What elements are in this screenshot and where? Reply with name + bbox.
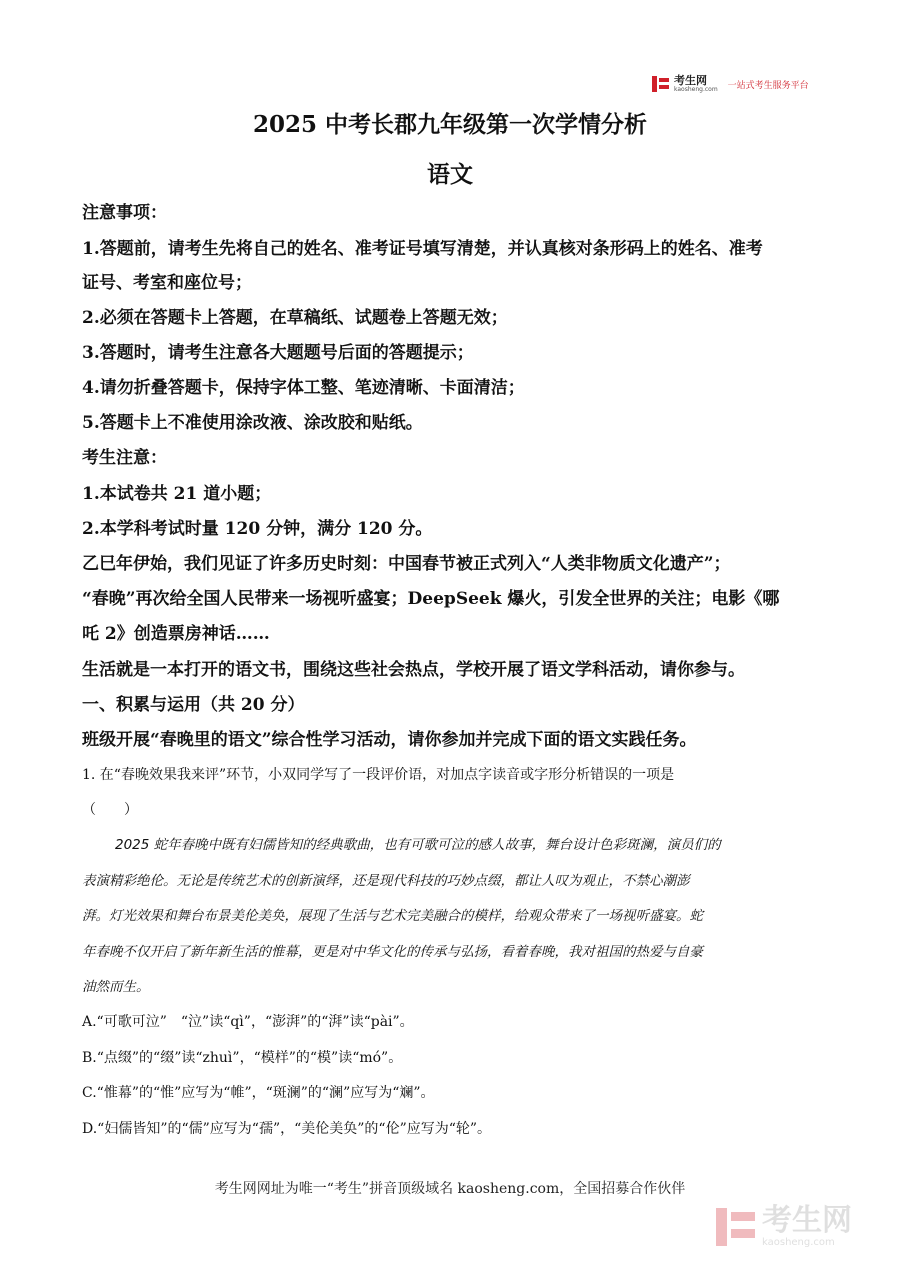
kaosheng-logo-icon xyxy=(652,74,670,94)
option-a: A.“可歌可泣” “泣”读“qì”，“澎湃”的“湃”读“pài”。 xyxy=(82,1014,414,1030)
exam-title: 2025 中考长郡九年级第一次学情分析 xyxy=(252,111,648,138)
watermark-logo-icon xyxy=(716,1204,756,1250)
notice-line: 4.请勿折叠答题卡，保持字体工整、笔迹清晰、卡面清洁； xyxy=(82,378,525,398)
candidate-note: 2.本学科考试时量 120 分钟，满分 120 分。 xyxy=(82,519,433,539)
passage-line: 湃。灯光效果和舞台布景美伦美奂，展现了生活与艺术完美融合的模样，给观众带来了一场视听盛宴。蛇 xyxy=(82,908,703,924)
page-footer: 考生网网址为唯一“考生”拼音顶级域名 kaosheng.com，全国招募合作伙伴 xyxy=(214,1181,686,1197)
passage-line: 2025 蛇年春晚中既有妇儒皆知的经典歌曲，也有可歌可泣的感人故事，舞台设计色彩斑澜，演员们的 xyxy=(115,837,721,853)
option-b: B.“点缀”的“缀”读“zhuì”，“模样”的“模”读“mó”。 xyxy=(82,1050,403,1066)
section-task: 班级开展“春晚里的语文”综合性学习活动，请你参加并完成下面的语文实践任务。 xyxy=(82,730,697,750)
answer-bracket: （ ） xyxy=(82,802,138,818)
passage-line: 表演精彩绝伦。无论是传统艺术的创新演绎，还是现代科技的巧妙点缀，都让人叹为观止，不禁心潮澎 xyxy=(82,873,690,889)
section-heading: 一、积累与运用（共 20 分） xyxy=(82,695,305,715)
notice-line: 1.答题前，请考生先将自己的姓名、准考证号填写清楚，并认真核对条形码上的姓名、准考 xyxy=(82,239,763,259)
notice-heading: 注意事项： xyxy=(82,203,167,223)
candidate-heading: 考生注意： xyxy=(82,448,167,468)
intro-line: 生活就是一本打开的语文书，围绕这些社会热点，学校开展了语文学科活动，请你参与。 xyxy=(82,660,745,680)
question-stem: 1. 在“春晚效果我来评”环节，小双同学写了一段评价语，对加点字读音或字形分析错误的一项是 xyxy=(82,767,675,783)
notice-line: 2.必须在答题卡上答题，在草稿纸、试题卷上答题无效； xyxy=(82,308,508,328)
intro-line: “春晚”再次给全国人民带来一场视听盛宴；DeepSeek 爆火，引发全世界的关注；电影《哪 xyxy=(82,589,780,609)
candidate-note: 1.本试卷共 21 道小题； xyxy=(82,484,272,504)
watermark-domain: kaosheng.com xyxy=(762,1237,835,1248)
notice-line: 证号、考室和座位号； xyxy=(82,273,252,293)
notice-line: 3.答题时，请考生注意各大题题号后面的答题提示； xyxy=(82,343,474,363)
passage-line: 年春晚不仅开启了新年新生活的惟幕，更是对中华文化的传承与弘扬，看着春晚，我对祖国的热爱与自豪 xyxy=(82,944,703,960)
brand-header xyxy=(652,72,809,96)
intro-line: 吒 2》创造票房神话…… xyxy=(82,624,270,644)
option-c: C.“惟幕”的“惟”应写为“帷”，“斑澜”的“澜”应写为“斓”。 xyxy=(82,1085,435,1101)
brand-slogan: 一站式考生服务平台 xyxy=(727,80,809,91)
passage-line: 油然而生。 xyxy=(82,979,150,995)
brand-domain: kaosheng.com xyxy=(674,86,718,93)
watermark-name: 考生网 xyxy=(762,1203,852,1238)
notice-line: 5.答题卡上不准使用涂改液、涂改胶和贴纸。 xyxy=(82,413,423,433)
brand-name: 考生网 xyxy=(674,74,707,87)
option-d: D.“妇儒皆知”的“儒”应写为“孺”，“美伦美奂”的“伦”应写为“轮”。 xyxy=(82,1121,492,1137)
watermark xyxy=(716,1204,852,1250)
intro-line: 乙巳年伊始，我们见证了许多历史时刻：中国春节被正式列入“人类非物质文化遗产”； xyxy=(82,554,731,574)
exam-subject: 语文 xyxy=(427,161,473,188)
